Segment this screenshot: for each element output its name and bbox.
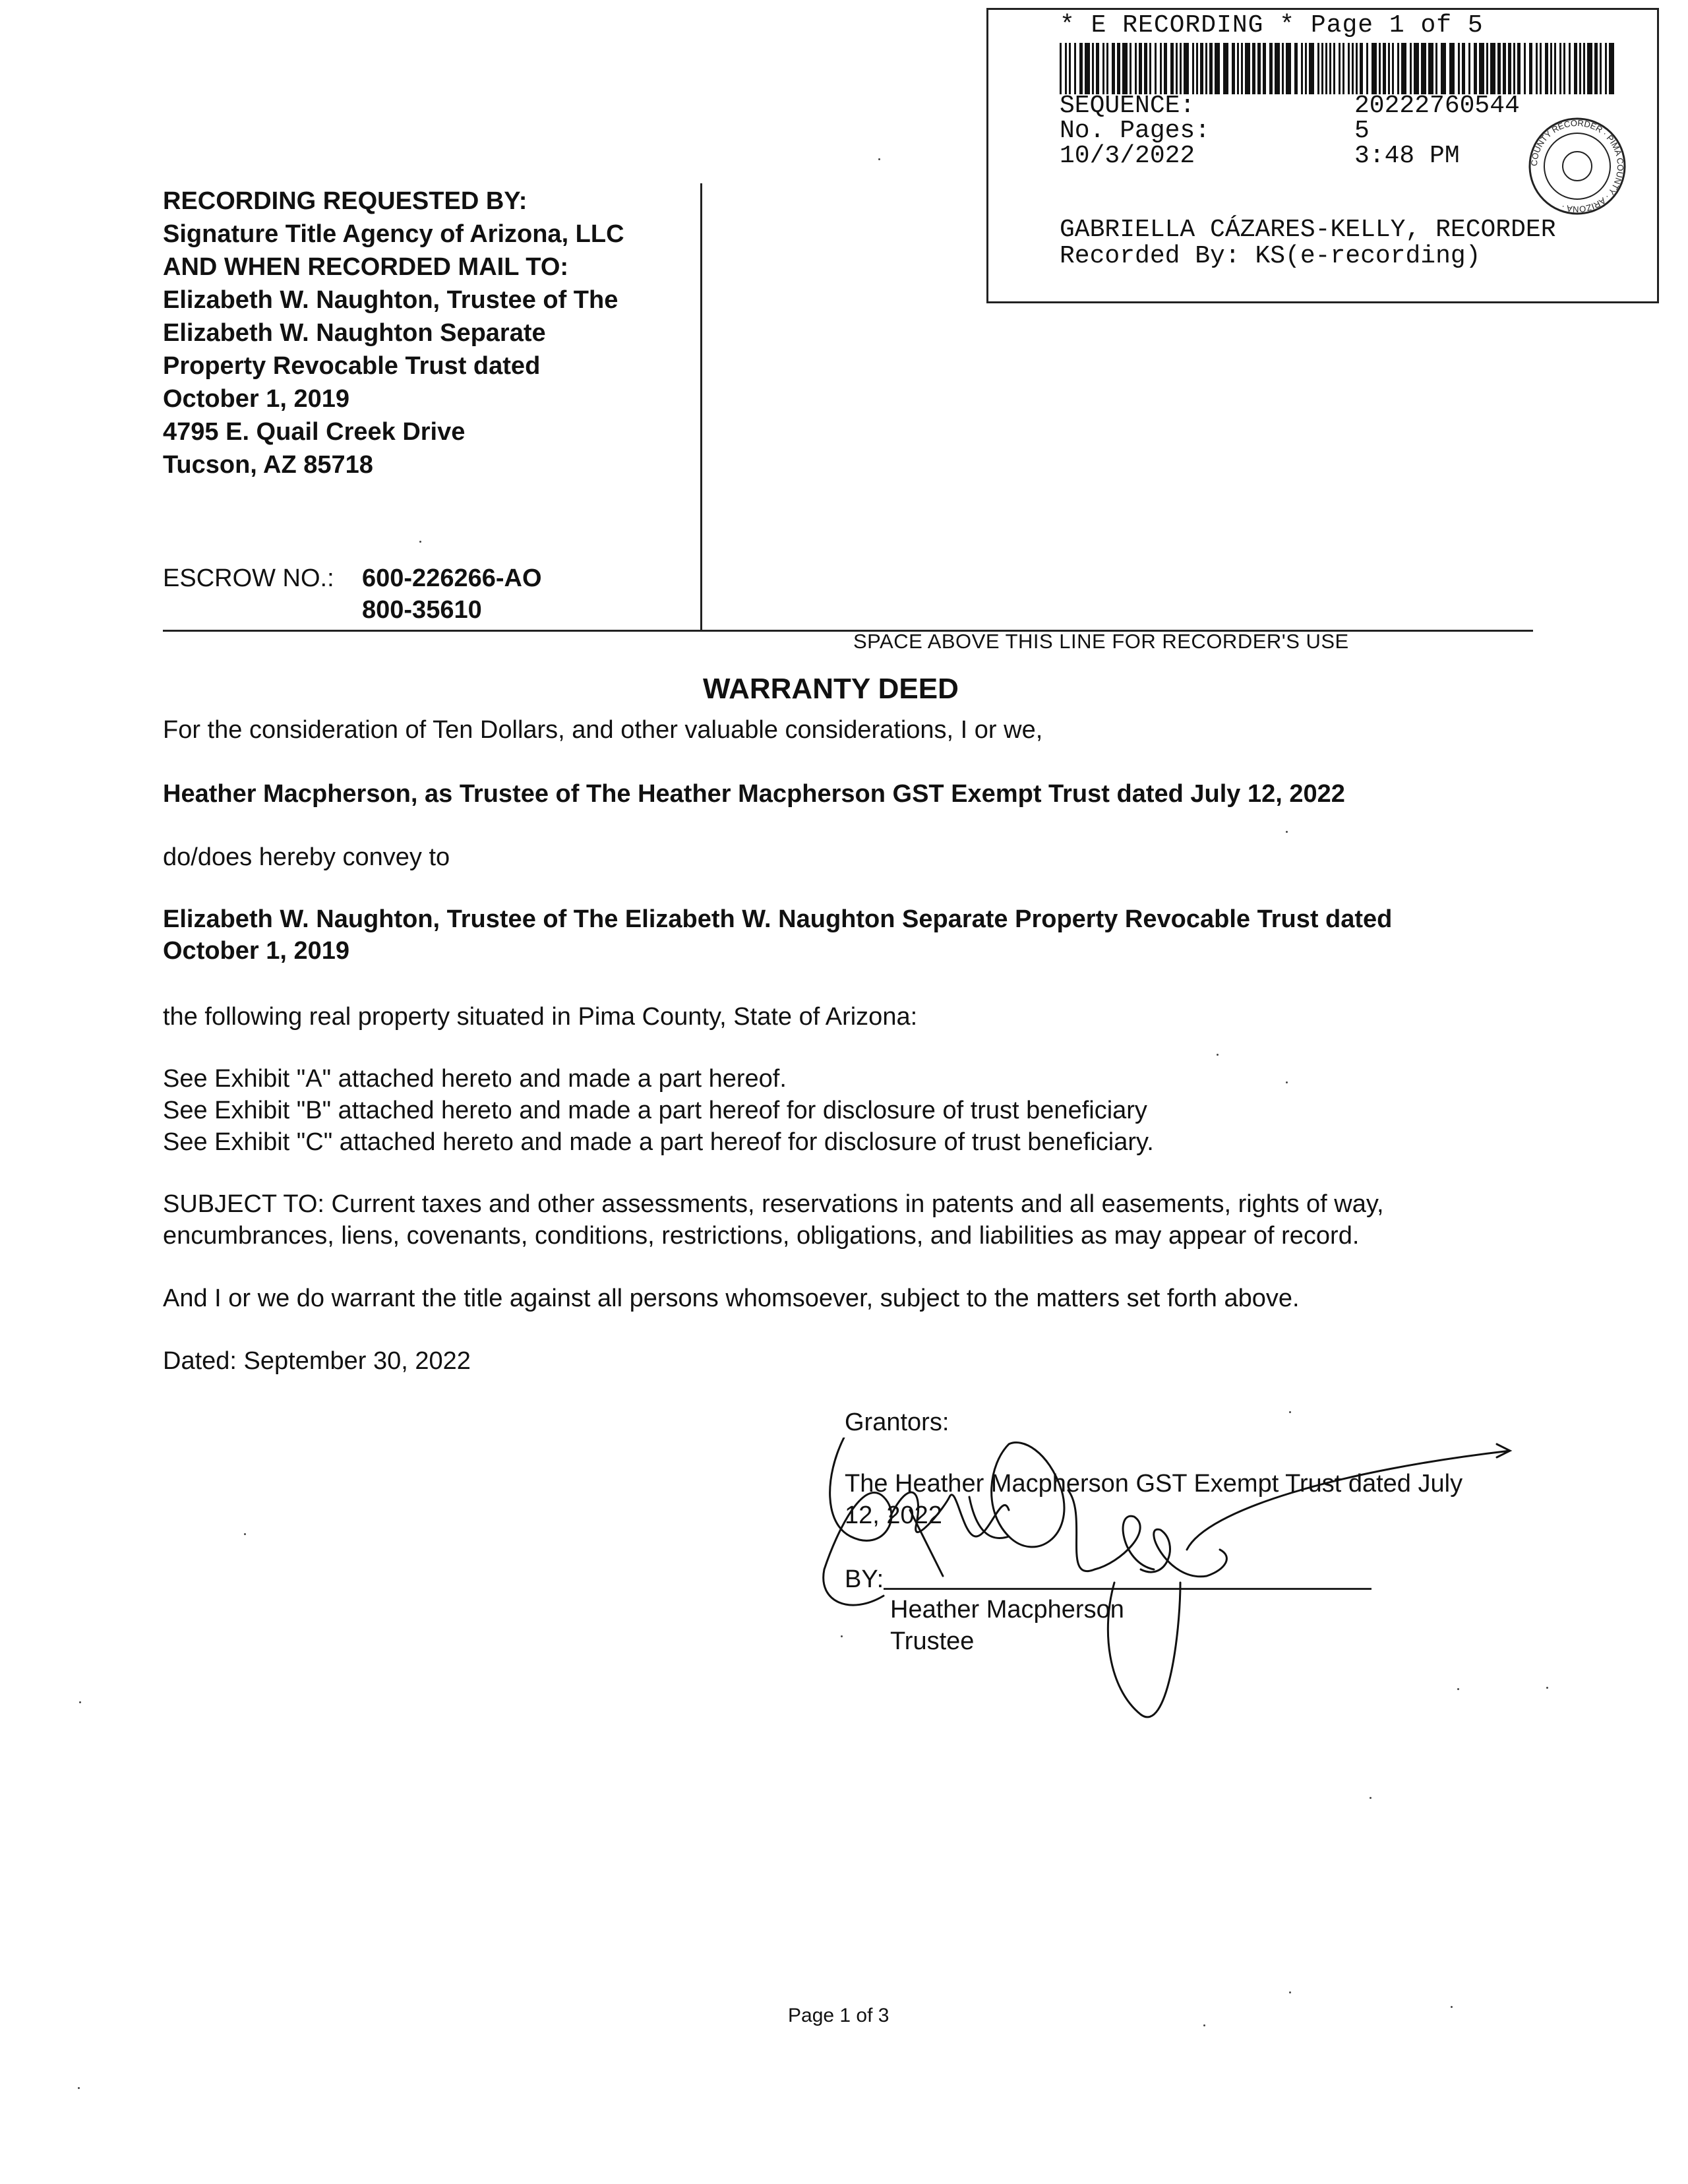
scan-speck — [1286, 1081, 1288, 1083]
barcode-bar — [1160, 43, 1162, 94]
barcode-bar — [1435, 43, 1437, 94]
mail-to-line: Elizabeth W. Naughton Separate — [163, 319, 546, 347]
barcode-bar — [1392, 43, 1394, 94]
barcode-bar — [1388, 43, 1390, 94]
barcode-bar — [1155, 43, 1157, 94]
scan-speck — [1286, 831, 1288, 833]
barcode-bar — [1122, 43, 1128, 94]
scan-speck — [841, 1635, 843, 1637]
barcode-bar — [1517, 43, 1521, 94]
barcode-bar — [1352, 43, 1354, 94]
grantor-paragraph: Heather Macpherson, as Trustee of The Heather Macpherson GST Exempt Trust dated July 12, 2022 — [163, 780, 1345, 808]
barcode-bar — [1252, 43, 1255, 94]
barcode-bar — [1209, 43, 1213, 94]
pages-value: 5 — [1354, 117, 1370, 145]
barcode-bar — [1282, 43, 1284, 94]
barcode-bar — [1540, 43, 1542, 94]
signer-title: Trustee — [890, 1627, 975, 1655]
barcode-bar — [1325, 43, 1327, 94]
barcode-bar — [1490, 43, 1495, 94]
barcode-bar — [1449, 43, 1455, 94]
convey-paragraph: do/does hereby convey to — [163, 843, 450, 871]
by-label: BY: — [845, 1565, 884, 1593]
recording-requested-by-heading: RECORDING REQUESTED BY: — [163, 187, 528, 215]
barcode-bar — [1257, 43, 1261, 94]
barcode-bar — [1397, 43, 1399, 94]
barcode-bar — [1069, 43, 1071, 94]
scan-speck — [1370, 1797, 1372, 1799]
barcode-bar — [1410, 43, 1412, 94]
barcode-bar — [1192, 43, 1194, 94]
barcode-bar — [1096, 43, 1099, 94]
barcode-bar — [1164, 43, 1167, 94]
barcode-bar — [1149, 43, 1151, 94]
barcode-bar — [1414, 43, 1419, 94]
barcode-bar — [1587, 43, 1592, 94]
barcode-bar — [1563, 43, 1565, 94]
barcode-bar — [1594, 43, 1598, 94]
document-title: WARRANTY DEED — [703, 673, 959, 705]
sequence-value: 20222760544 — [1354, 92, 1520, 120]
barcode-bar — [1486, 43, 1488, 94]
barcode-bar — [1529, 43, 1532, 94]
barcode-bar — [1360, 43, 1363, 94]
barcode-bar — [1348, 43, 1350, 94]
grantee-line: October 1, 2019 — [163, 937, 350, 965]
recorded-by: Recorded By: KS(e-recording) — [1060, 242, 1481, 270]
mail-to-line: Property Revocable Trust dated — [163, 352, 541, 380]
barcode-bar — [1184, 43, 1189, 94]
signer-name: Heather Macpherson — [890, 1596, 1124, 1623]
warranty-paragraph: And I or we do warrant the title against all persons whomsoever, subject to the matters set forth above. — [163, 1285, 1300, 1312]
vertical-divider — [700, 183, 702, 632]
barcode-bar — [1317, 43, 1319, 94]
barcode-bar — [1176, 43, 1178, 94]
barcode-bar — [1333, 43, 1335, 94]
barcode-bar — [1545, 43, 1548, 94]
mail-to-line: Elizabeth W. Naughton, Trustee of The — [163, 286, 618, 314]
scan-speck — [79, 1701, 81, 1703]
mail-to-heading: AND WHEN RECORDED MAIL TO: — [163, 253, 569, 281]
barcode-bar — [1550, 43, 1552, 94]
trust-name-line: The Heather Macpherson GST Exempt Trust dated July — [845, 1470, 1463, 1498]
scan-speck — [878, 158, 880, 160]
recorder-stamp-box — [986, 8, 1659, 303]
consideration-paragraph: For the consideration of Ten Dollars, and other valuable considerations, I or we, — [163, 716, 1043, 744]
barcode-bar — [1356, 43, 1358, 94]
barcode-bar — [1112, 43, 1115, 94]
scan-speck — [1289, 1411, 1291, 1413]
barcode-bar — [1609, 43, 1614, 94]
recording-time: 3:48 PM — [1354, 142, 1460, 170]
barcode-bar — [1479, 43, 1484, 94]
barcode-bar — [1428, 43, 1433, 94]
barcode-bar — [1286, 43, 1291, 94]
scan-speck — [1289, 1991, 1291, 1993]
barcode-bar — [1196, 43, 1198, 94]
barcode-bar — [1144, 43, 1147, 94]
barcode-bar — [1462, 43, 1465, 94]
mail-to-line: October 1, 2019 — [163, 385, 350, 413]
barcode-bar — [1379, 43, 1381, 94]
barcode-bar — [1205, 43, 1207, 94]
barcode-bar — [1508, 43, 1511, 94]
recording-header: * E RECORDING * Page 1 of 5 — [1060, 11, 1484, 40]
subject-to-paragraph — [163, 1188, 1554, 1252]
barcode-bar — [1294, 43, 1298, 94]
escrow-number-2: 800-35610 — [362, 596, 482, 624]
barcode-bar — [1497, 43, 1501, 94]
barcode-bar — [1554, 43, 1556, 94]
barcode-bar — [1579, 43, 1581, 94]
escrow-number-1: 600-226266-AO — [362, 564, 542, 592]
barcode-bar — [1342, 43, 1344, 94]
exhibit-a-line: See Exhibit "A" attached hereto and made a part hereof. — [163, 1065, 787, 1093]
property-paragraph: the following real property situated in Pima County, State of Arizona: — [163, 1003, 918, 1031]
barcode — [1060, 43, 1619, 94]
barcode-bar — [1065, 43, 1067, 94]
scan-speck — [1203, 2024, 1205, 2026]
recorder-use-note: SPACE ABOVE THIS LINE FOR RECORDER'S USE — [853, 630, 1349, 653]
barcode-bar — [1241, 43, 1243, 94]
scan-speck — [1457, 1688, 1459, 1690]
page-number: Page 1 of 3 — [788, 2005, 889, 2026]
barcode-bar — [1263, 43, 1266, 94]
barcode-bar — [1569, 43, 1571, 94]
barcode-bar — [1321, 43, 1323, 94]
barcode-bar — [1372, 43, 1377, 94]
scan-speck — [419, 541, 421, 543]
barcode-bar — [1366, 43, 1368, 94]
recorder-name: GABRIELLA CÁZARES-KELLY, RECORDER — [1060, 216, 1556, 244]
barcode-bar — [1130, 43, 1131, 94]
barcode-bar — [1401, 43, 1406, 94]
barcode-bar — [1474, 43, 1477, 94]
barcode-bar — [1139, 43, 1142, 94]
barcode-bar — [1329, 43, 1331, 94]
grantee-paragraph — [163, 903, 1554, 967]
barcode-bar — [1305, 43, 1307, 94]
barcode-bar — [1309, 43, 1314, 94]
barcode-bar — [1383, 43, 1386, 94]
barcode-bar — [1301, 43, 1303, 94]
mail-to-street: 4795 E. Quail Creek Drive — [163, 418, 466, 446]
barcode-bar — [1421, 43, 1426, 94]
barcode-bar — [1600, 43, 1602, 94]
barcode-bar — [1269, 43, 1273, 94]
barcode-bar — [1503, 43, 1506, 94]
barcode-bar — [1458, 43, 1460, 94]
sequence-label: SEQUENCE: — [1060, 92, 1195, 120]
barcode-bar — [1559, 43, 1561, 94]
barcode-bar — [1245, 43, 1250, 94]
scan-speck — [244, 1533, 246, 1535]
trust-name-line: 12, 2022 — [845, 1502, 942, 1529]
scan-speck — [1451, 2006, 1453, 2008]
barcode-bar — [1468, 43, 1470, 94]
barcode-bar — [1339, 43, 1341, 94]
barcode-bar — [1117, 43, 1120, 94]
scan-speck — [1546, 1687, 1548, 1689]
barcode-bar — [1583, 43, 1585, 94]
pages-label: No. Pages: — [1060, 117, 1211, 145]
grantors-label: Grantors: — [845, 1409, 950, 1436]
barcode-bar — [1085, 43, 1090, 94]
subject-to-line: encumbrances, liens, covenants, conditions, restrictions, obligations, and liabilities as may appear of record. — [163, 1222, 1360, 1250]
exhibit-c-line: See Exhibit "C" attached hereto and made a part hereof for disclosure of trust beneficiary. — [163, 1128, 1154, 1156]
dated-line: Dated: September 30, 2022 — [163, 1347, 471, 1375]
barcode-bar — [1275, 43, 1280, 94]
exhibit-b-line: See Exhibit "B" attached hereto and made a part hereof for disclosure of trust beneficiary — [163, 1097, 1147, 1124]
scan-speck — [1217, 1054, 1219, 1056]
recording-request-block — [163, 185, 690, 481]
barcode-bar — [1092, 43, 1094, 94]
county-recorder-seal-icon — [1526, 115, 1628, 217]
recording-date: 10/3/2022 — [1060, 142, 1195, 170]
barcode-bar — [1180, 43, 1182, 94]
barcode-bar — [1060, 43, 1062, 94]
barcode-bar — [1074, 43, 1076, 94]
requester-name: Signature Title Agency of Arizona, LLC — [163, 220, 624, 248]
barcode-bar — [1441, 43, 1446, 94]
barcode-bar — [1106, 43, 1108, 94]
barcode-bar — [1605, 43, 1607, 94]
barcode-bar — [1170, 43, 1174, 94]
subject-to-line: SUBJECT TO: Current taxes and other assessments, reservations in patents and all easements, rights of way, — [163, 1190, 1384, 1218]
mail-to-city: Tucson, AZ 85718 — [163, 451, 373, 479]
barcode-bar — [1232, 43, 1235, 94]
barcode-bar — [1215, 43, 1220, 94]
handwritten-signature — [811, 1438, 1523, 1741]
barcode-bar — [1524, 43, 1526, 94]
barcode-bar — [1536, 43, 1538, 94]
barcode-bar — [1079, 43, 1083, 94]
scan-speck — [78, 2087, 80, 2089]
grantee-line: Elizabeth W. Naughton, Trustee of The Elizabeth W. Naughton Separate Property Revocable Trust dated — [163, 905, 1393, 933]
barcode-bar — [1513, 43, 1515, 94]
svg-text:COUNTY RECORDER · PIMA COUNTY: COUNTY RECORDER · PIMA COUNTY · ARIZONA · — [1528, 117, 1626, 215]
barcode-bar — [1223, 43, 1228, 94]
barcode-bar — [1574, 43, 1577, 94]
barcode-bar — [1135, 43, 1137, 94]
barcode-bar — [1237, 43, 1239, 94]
barcode-bar — [1102, 43, 1104, 94]
barcode-bar — [1200, 43, 1203, 94]
escrow-label: ESCROW NO.: — [163, 564, 334, 592]
